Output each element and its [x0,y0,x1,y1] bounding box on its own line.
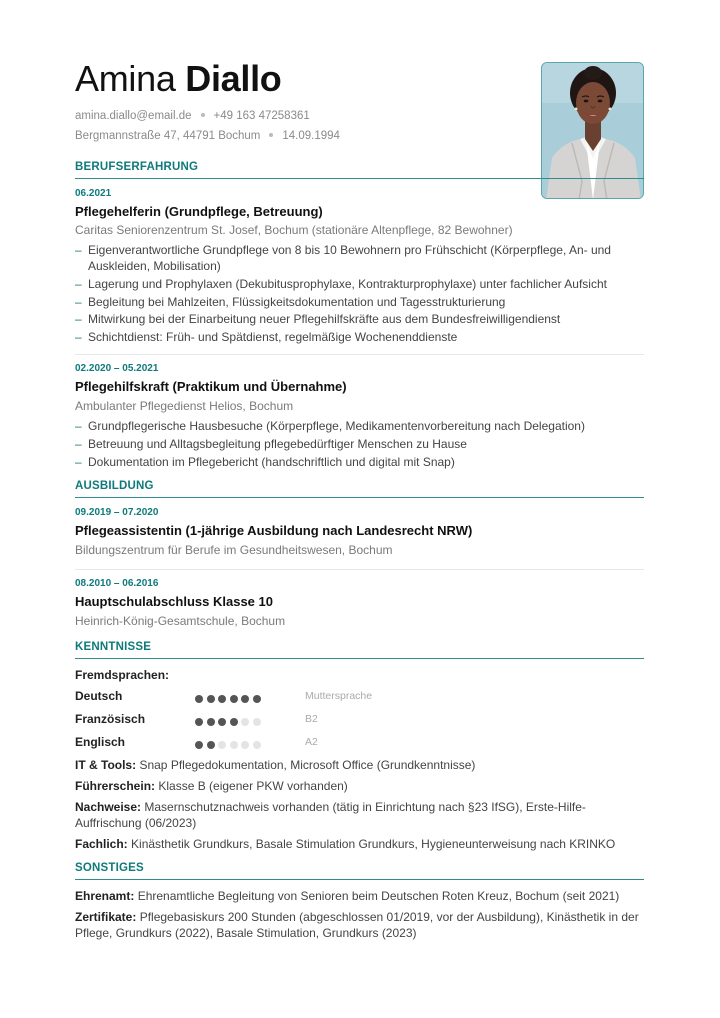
job-title: Pflegehelferin (Grundpflege, Betreuung) [75,204,323,219]
language-row [75,735,644,751]
edu-date: 09.2019 – 07.2020 [75,507,159,518]
rating-dot-filled [207,718,215,726]
rating-dot-filled [253,695,261,703]
section-title-experience: BERUFSERFAHRUNG [75,161,644,179]
misc-certificates: Zertifikate: Pflegebasiskurs 200 Stunden (abgeschlossen 01/2019, vor der Ausbildung), Kinästhetik in der Pflege, Grundkurs (2022), Basale Stimulation, Grundkurs (2023) [75,910,639,940]
skill-it-tools: IT & Tools: Snap Pflegedokumentation, Microsoft Office (Grundkenntnisse) [75,758,476,772]
edu-school: Heinrich-König-Gesamtschule, Bochum [75,614,286,628]
edu-title: Pflegeassistentin (1-jährige Ausbildung nach Landesrecht NRW) [75,523,473,538]
contact-line-1 [75,110,310,122]
job-date: 02.2020 – 05.2021 [75,363,159,374]
candidate-name [75,58,281,100]
list-item: – Eigenverantwortliche Grundpflege von 8 bis 10 Bewohnern pro Frühschicht (Körperpflege, An- und Auskleiden, Mobilisation) [75,242,635,274]
job-date: 06.2021 [75,188,112,199]
birthdate: 14.09.1994 [282,130,340,142]
language-rating [195,715,264,725]
separator-dot [201,113,205,117]
rating-dot-filled [207,695,215,703]
rating-dot-empty [241,741,249,749]
divider [75,354,644,355]
rating-dot-filled [195,741,203,749]
job-bullets [75,242,635,347]
languages-label: Fremdsprachen: [75,668,170,682]
rating-dot-filled [218,718,226,726]
edu-title: Hauptschulabschluss Klasse 10 [75,594,273,609]
list-item: – Betreuung und Alltagsbegleitung pflegebedürftiger Menschen zu Hause [75,436,635,452]
phone[interactable]: +49 163 47258361 [213,110,310,122]
list-item: – Grundpflegerische Hausbesuche (Körperpflege, Medikamentenvorbereitung nach Delegation) [75,418,635,434]
job-employer: Caritas Seniorenzentrum St. Josef, Bochum (stationäre Altenpflege, 82 Bewohner) [75,223,513,237]
rating-dot-filled [195,695,203,703]
misc-volunteer: Ehrenamt: Ehrenamtliche Begleitung von Senioren beim Deutschen Roten Kreuz, Bochum (seit 2021) [75,889,620,903]
first-name: Amina [75,58,176,99]
language-name: Englisch [75,735,126,749]
edu-school: Bildungszentrum für Berufe im Gesundheitswesen, Bochum [75,543,393,557]
rating-dot-filled [218,695,226,703]
rating-dot-empty [253,718,261,726]
section-title-misc: SONSTIGES [75,862,644,880]
language-name: Deutsch [75,689,123,703]
language-level: B2 [305,713,318,725]
language-row [75,712,644,728]
section-title-education: AUSBILDUNG [75,480,644,498]
language-level: Muttersprache [305,690,373,702]
list-item: – Mitwirkung bei der Einarbeitung neuer Pflegehilfskräfte aus dem Bundesfreiwilligendienst [75,311,635,327]
rating-dot-filled [195,718,203,726]
rating-dot-filled [241,695,249,703]
section-title-skills: KENNTNISSE [75,641,644,659]
email[interactable]: amina.diallo@email.de [75,110,192,122]
rating-dot-empty [241,718,249,726]
language-name: Französisch [75,712,146,726]
rating-dot-empty [230,741,238,749]
skill-professional: Fachlich: Kinästhetik Grundkurs, Basale Stimulation Grundkurs, Hygieneunterweisung nach KRINKO [75,837,616,851]
job-employer: Ambulanter Pflegedienst Helios, Bochum [75,399,294,413]
last-name: Diallo [185,58,282,99]
edu-date: 08.2010 – 06.2016 [75,578,159,589]
list-item: – Schichtdienst: Früh- und Spätdienst, regelmäßige Wochenenddienste [75,329,635,345]
language-rating [195,692,264,702]
rating-dot-filled [207,741,215,749]
list-item: – Dokumentation im Pflegebericht (handschriftlich und digital mit Snap) [75,454,635,470]
list-item: – Lagerung und Prophylaxen (Dekubitusprophylaxe, Kontrakturprophylaxe) unter fachlicher Aufsicht [75,276,635,292]
separator-dot [269,133,273,137]
rating-dot-filled [230,695,238,703]
language-rating [195,738,264,748]
contact-line-2 [75,130,340,142]
language-row [75,689,644,705]
rating-dot-filled [230,718,238,726]
job-title: Pflegehilfskraft (Praktikum und Übernahme) [75,379,347,394]
rating-dot-empty [218,741,226,749]
address: Bergmannstraße 47, 44791 Bochum [75,130,261,142]
divider [75,569,644,570]
skill-license: Führerschein: Klasse B (eigener PKW vorhanden) [75,779,348,793]
list-item: – Begleitung bei Mahlzeiten, Flüssigkeitsdokumentation und Tagesstrukturierung [75,294,635,310]
rating-dot-empty [253,741,261,749]
job-bullets [75,418,635,471]
language-level: A2 [305,736,318,748]
skill-certificates-proof: Nachweise: Masernschutznachweis vorhanden (tätig in Einrichtung nach §23 IfSG), Erste-Hilfe-Auffrischung (06/2023) [75,800,586,830]
